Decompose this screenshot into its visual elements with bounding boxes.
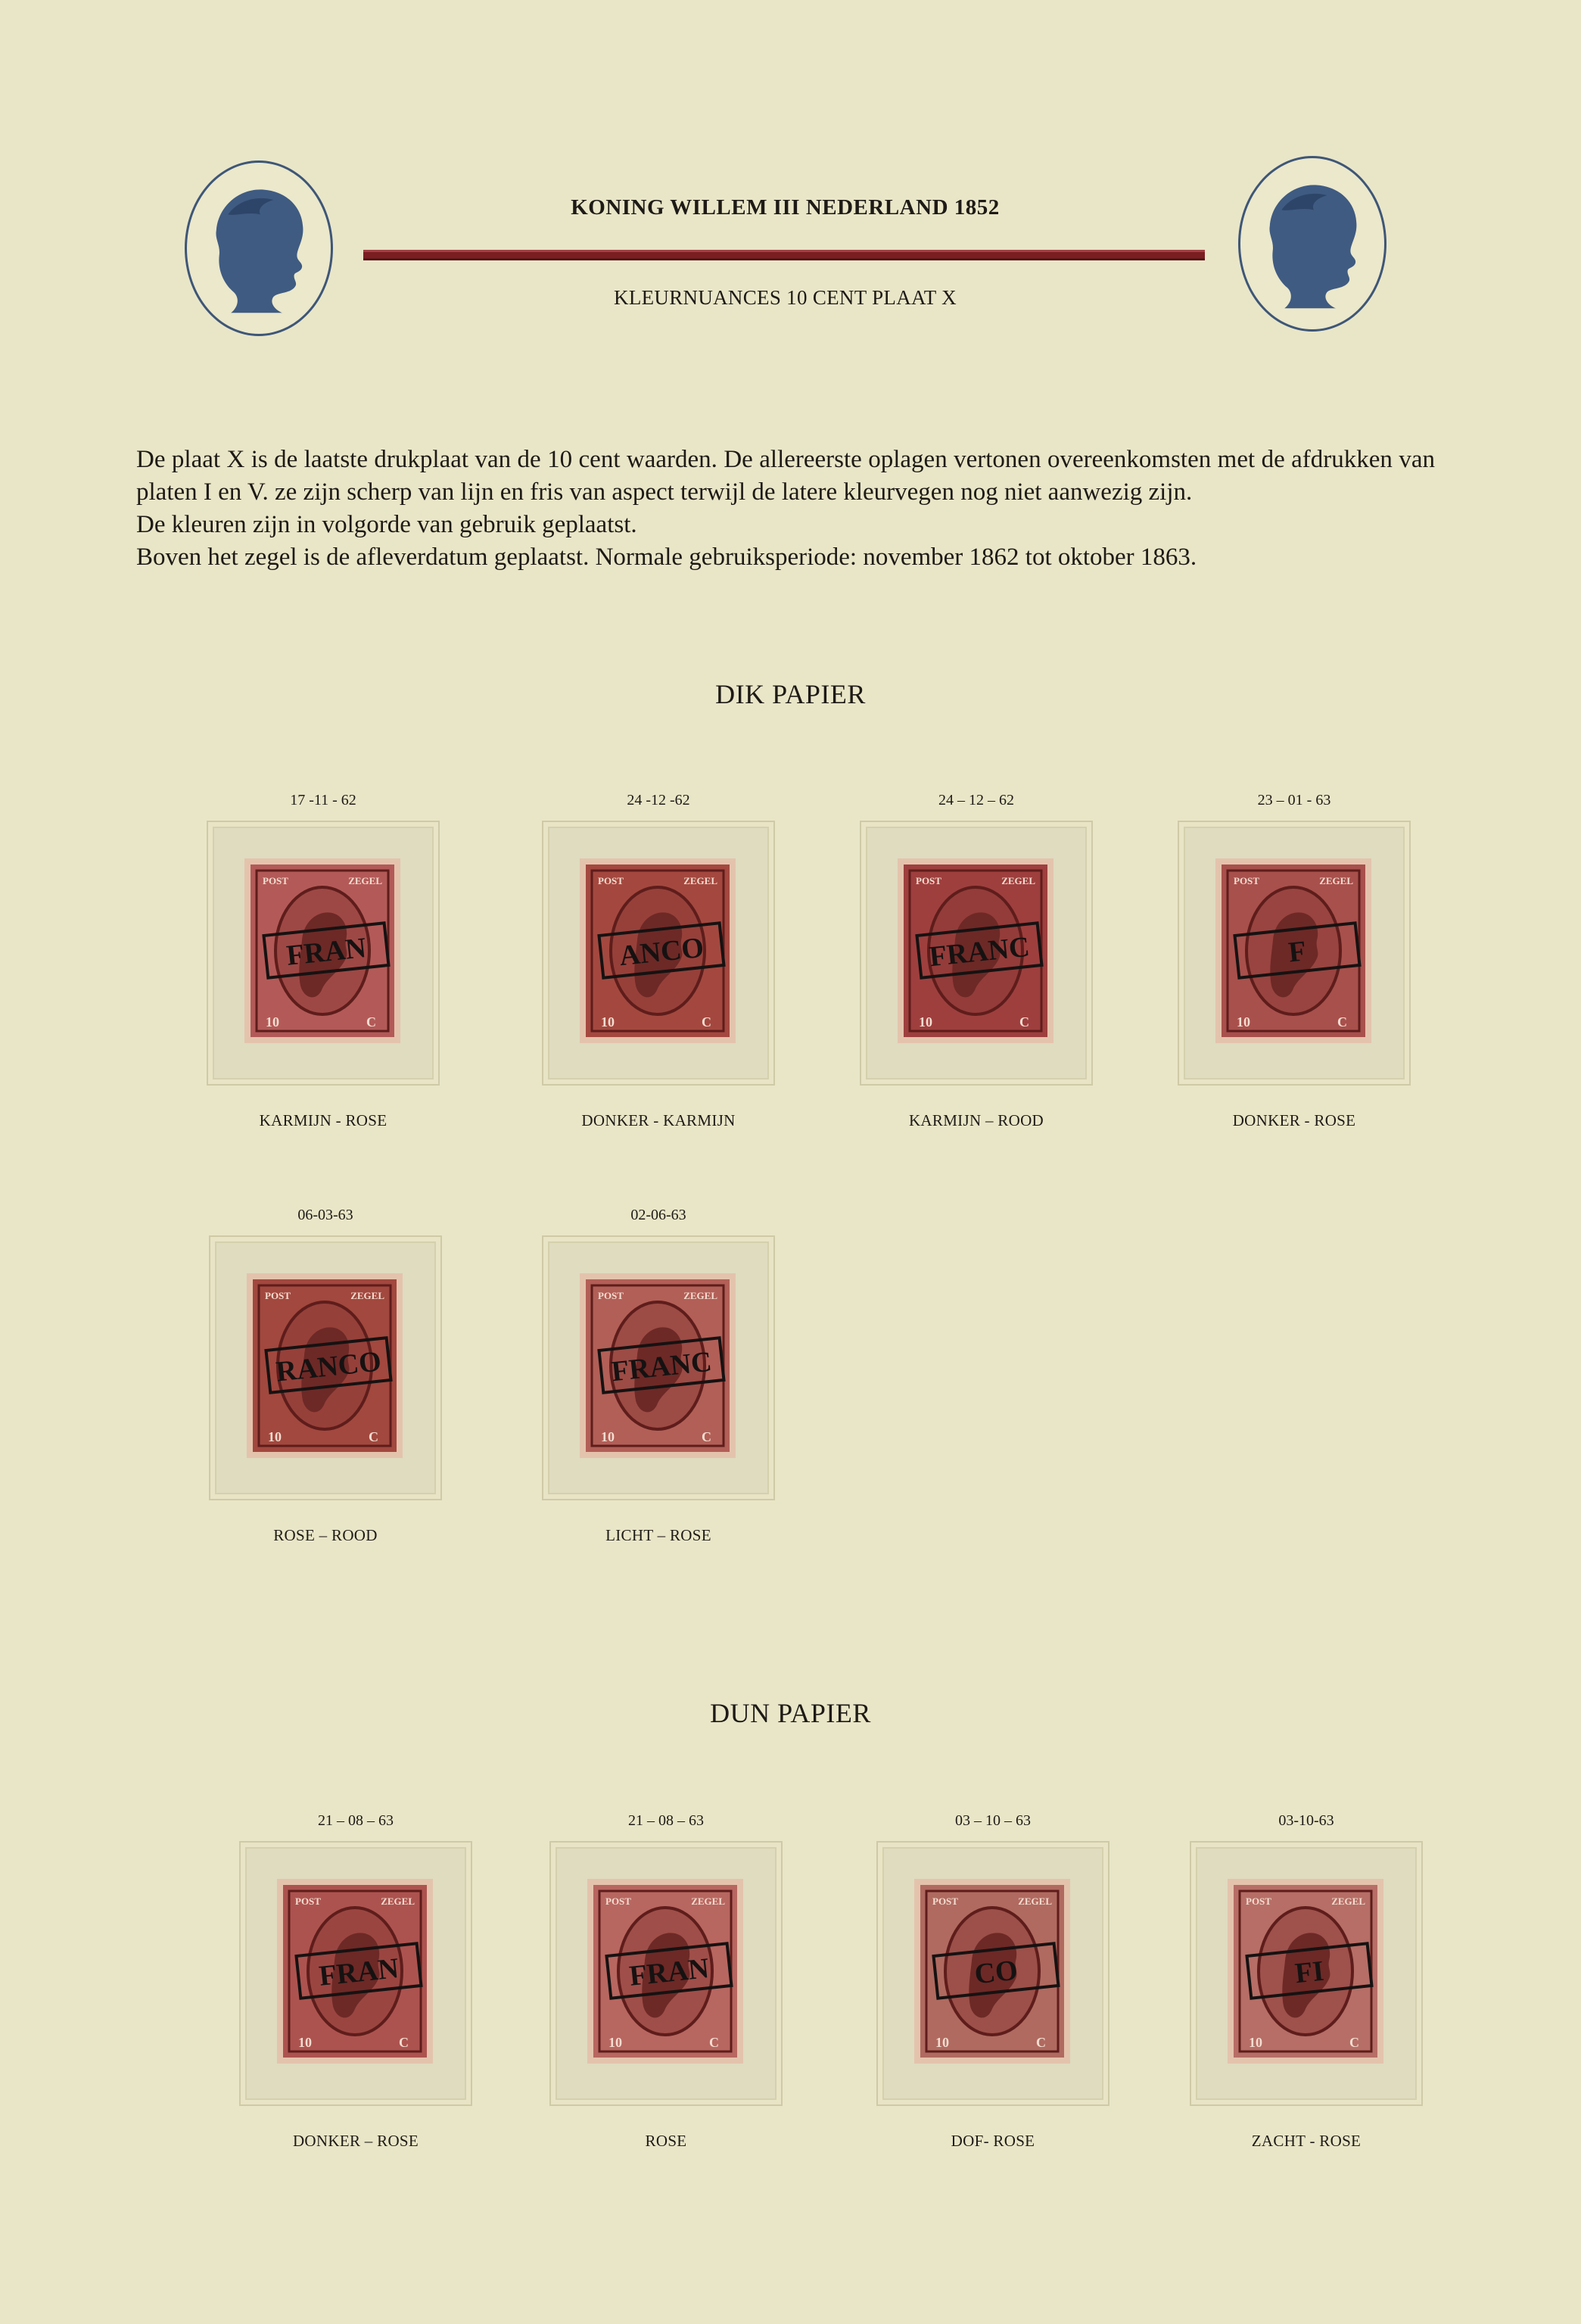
stamp-color-label: KARMIJN - ROSE (259, 1111, 387, 1129)
stamp-image (243, 857, 402, 1045)
cancellation-text: CO (973, 1954, 1019, 1991)
stamp-image (578, 857, 737, 1045)
stamp-cell (212, 1811, 500, 2151)
stamp-date: 24 – 12 – 62 (938, 792, 1014, 808)
cancellation-text: FI (1293, 1955, 1326, 1990)
stamp-color-label: ROSE (645, 2132, 687, 2150)
stamp-mount (861, 822, 1091, 1084)
stamp-cell (179, 790, 467, 1130)
stamp-cell (1162, 1811, 1450, 2151)
stamp-unit-text: C (366, 1014, 376, 1030)
stamp-value-text: 10 (298, 2035, 312, 2050)
stamp-cell (182, 1205, 469, 1545)
stamp-zegel-text: ZEGEL (1319, 875, 1353, 886)
stamp-image (913, 1877, 1072, 2065)
king-portrait-icon (1240, 158, 1384, 329)
stamp-date: 06-03-63 (297, 1207, 353, 1223)
stamp-date: 03 – 10 – 63 (955, 1812, 1031, 1829)
stamp-cell (515, 790, 802, 1130)
stamp-mount (208, 822, 438, 1084)
stamp-date: 24 -12 -62 (627, 792, 690, 808)
stamp-value-text: 10 (608, 2035, 622, 2050)
stamp-cell (522, 1811, 810, 2151)
cancellation-text: FRAN (317, 1952, 400, 1992)
stamp-color-label: DONKER - ROSE (1232, 1111, 1356, 1129)
page-title: KONING WILLEM III NEDERLAND 1852 (571, 195, 1000, 220)
stamp-post-text: POST (598, 875, 624, 886)
section-heading-dun-papier: DUN PAPIER (710, 1698, 871, 1728)
stamp-post-text: POST (1234, 875, 1259, 886)
stamp-image (586, 1877, 745, 2065)
stamp-post-text: POST (932, 1896, 958, 1907)
intro-line-period: Boven het zegel is de afleverdatum geplaatst. Normale gebruiksperiode: november 1862 tot oktober 1863. (136, 544, 1197, 571)
stamp-unit-text: C (709, 2035, 719, 2050)
cancellation-text: FRAN (285, 932, 368, 972)
stamp-date: 17 -11 - 62 (290, 792, 356, 808)
stamp-post-text: POST (295, 1896, 321, 1907)
stamp-date: 23 – 01 - 63 (1257, 792, 1331, 808)
stamp-zegel-text: ZEGEL (1001, 875, 1035, 886)
stamp-post-text: POST (263, 875, 288, 886)
stamp-color-label: DOF- ROSE (951, 2132, 1035, 2150)
stamp-zegel-text: ZEGEL (381, 1896, 415, 1907)
stamp-zegel-text: ZEGEL (1331, 1896, 1365, 1907)
stamp-value-text: 10 (266, 1014, 279, 1030)
stamp-cell (849, 1811, 1137, 2151)
stamp-date: 21 – 08 – 63 (318, 1812, 394, 1829)
stamp-color-label: DONKER – ROSE (292, 2132, 419, 2150)
stamp-mount (1191, 1843, 1421, 2104)
stamp-value-text: 10 (1249, 2035, 1262, 2050)
stamp-unit-text: C (702, 1429, 711, 1444)
cancellation-text: FRANC (609, 1345, 714, 1388)
cancellation-text: F (1287, 935, 1308, 969)
cancellation-text: FRANC (927, 930, 1032, 974)
stamp-unit-text: C (369, 1429, 378, 1444)
stamp-cell (515, 1205, 802, 1545)
stamp-image (578, 1272, 737, 1460)
cancellation-text: ANCO (618, 931, 706, 973)
stamp-unit-text: C (1036, 2035, 1046, 2050)
stamp-image (1214, 857, 1373, 1045)
stamp-date: 02-06-63 (630, 1207, 686, 1223)
stamp-post-text: POST (598, 1290, 624, 1301)
stamp-mount (878, 1843, 1108, 2104)
stamp-unit-text: C (1349, 2035, 1359, 2050)
stamp-image (275, 1877, 434, 2065)
stamp-post-text: POST (1246, 1896, 1271, 1907)
king-portrait-medallion-left (185, 160, 333, 336)
stamp-mount (551, 1843, 781, 2104)
section-heading-dik-papier: DIK PAPIER (715, 679, 866, 709)
stamp-color-label: DONKER - KARMIJN (581, 1111, 736, 1129)
stamp-date: 21 – 08 – 63 (628, 1812, 704, 1829)
stamp-zegel-text: ZEGEL (683, 1290, 717, 1301)
stamp-post-text: POST (916, 875, 941, 886)
cancellation-text: FRAN (627, 1952, 711, 1992)
stamp-value-text: 10 (601, 1429, 615, 1444)
stamp-unit-text: C (1019, 1014, 1029, 1030)
stamp-unit-text: C (399, 2035, 409, 2050)
stamp-mount (241, 1843, 471, 2104)
stamp-zegel-text: ZEGEL (1018, 1896, 1052, 1907)
king-portrait-medallion-right (1238, 156, 1386, 332)
intro-line-order: De kleuren zijn in volgorde van gebruik geplaatst. (136, 511, 637, 538)
stamp-mount (543, 822, 773, 1084)
stamp-image (245, 1272, 404, 1460)
intro-paragraph: De plaat X is de laatste drukplaat van de 10 cent waarden. De allereerste oplagen vertonen overeenkomsten met de afdrukken van platen I en V. ze zijn scherp van lijn en fris van aspect terwijl de latere kleurvegen nog niet aanwezig zijn. (136, 446, 1435, 506)
title-divider (363, 250, 1205, 260)
stamp-color-label: ZACHT - ROSE (1251, 2132, 1362, 2150)
stamp-color-label: ROSE – ROOD (273, 1526, 378, 1544)
stamp-mount (543, 1237, 773, 1499)
stamp-zegel-text: ZEGEL (350, 1290, 384, 1301)
king-portrait-icon (187, 163, 331, 334)
stamp-post-text: POST (265, 1290, 291, 1301)
stamp-post-text: POST (605, 1896, 631, 1907)
stamp-date: 03-10-63 (1278, 1812, 1334, 1829)
stamp-zegel-text: ZEGEL (691, 1896, 725, 1907)
stamp-unit-text: C (1337, 1014, 1347, 1030)
intro-text (136, 444, 1435, 574)
stamp-image (896, 857, 1055, 1045)
page-subtitle: KLEURNUANCES 10 CENT PLAAT X (614, 286, 957, 309)
stamp-mount (210, 1237, 440, 1499)
stamp-color-label: KARMIJN – ROOD (908, 1111, 1044, 1129)
stamp-mount (1179, 822, 1409, 1084)
stamp-zegel-text: ZEGEL (348, 875, 382, 886)
stamp-cell (833, 790, 1120, 1130)
stamp-unit-text: C (702, 1014, 711, 1030)
stamp-value-text: 10 (935, 2035, 949, 2050)
stamp-value-text: 10 (268, 1429, 282, 1444)
stamp-color-label: LICHT – ROSE (605, 1526, 711, 1544)
stamp-image (1226, 1877, 1385, 2065)
cancellation-text: RANCO (274, 1345, 383, 1388)
stamp-value-text: 10 (601, 1014, 615, 1030)
stamp-value-text: 10 (919, 1014, 932, 1030)
stamp-zegel-text: ZEGEL (683, 875, 717, 886)
stamp-cell (1150, 790, 1438, 1130)
stamp-value-text: 10 (1237, 1014, 1250, 1030)
